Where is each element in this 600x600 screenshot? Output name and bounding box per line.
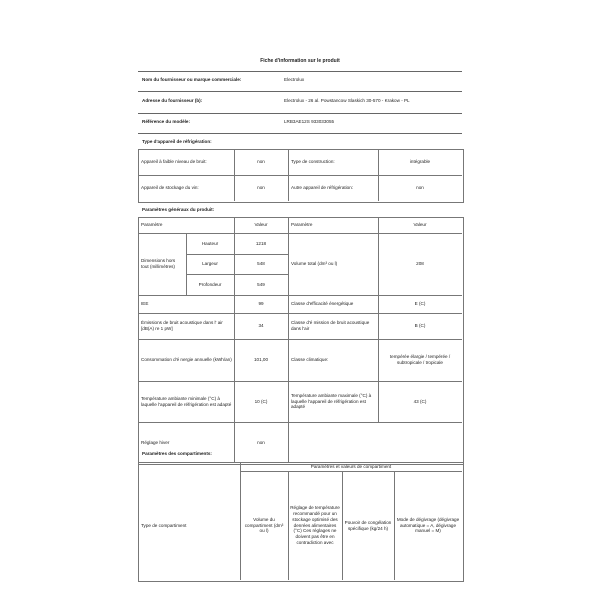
max-temp-value: 43 (C) [413,398,427,404]
noise-emission-value: 34 [258,323,264,329]
annual-consumption-label: Consommation d'é nergie annuelle (kWh/an) [141,357,232,363]
iee-value: 99 [258,301,264,307]
product-information-sheet [138,55,462,600]
construction-type-value: intégrable [409,159,431,165]
noise-emission-label: Émissions de bruit acoustique dans l' air [dB(A) re 1 pW] [141,320,223,331]
compartment-type-label: Type de compartiment [141,522,187,528]
divider [138,91,462,92]
model-label: Référence du modèle: [142,119,190,124]
compartment-group-header: Paramètres et valeurs de compartiment [310,463,392,469]
depth-label: Profondeur [198,281,222,287]
annual-consumption-value: 101,00 [253,357,269,363]
freezing-capacity-header: Pouvoir de congélation spécifique (kg/24 h) [344,519,392,531]
other-appliance-value: non [416,185,424,191]
construction-type-label: Type de construction: [291,159,335,165]
supplier-value: Electrolux [284,77,305,82]
other-appliance-label: Autre appareil de réfrigération: [291,185,354,191]
divider [138,71,462,72]
climate-class-value: tempérée élargie / tempérée / subtropicale / tropicale [389,354,451,365]
col-param-header: Paramètre [141,222,163,228]
width-label: Largeur [202,261,218,267]
dimensions-label: Dimensions hors tout (millimètres) [141,258,176,269]
col-value-header: Valeur [254,222,268,228]
col-param2-header: Paramètre [291,222,313,228]
max-temp-label: Température ambiante maximale (°C) à laquelle l'appareil de réfrigération est adapté [291,392,372,410]
col-value2-header: Valeur [413,222,427,228]
energy-class-label: Classe d'efficacité énergétique [291,301,354,307]
min-temp-value: 10 (C) [254,398,268,404]
winter-setting-value: non [257,439,265,445]
depth-value: 549 [257,281,265,287]
noise-class-value: B (C) [414,323,426,329]
noise-class-label: Classe d'é mission de bruit acoustique dans l'air [291,320,370,331]
width-value: 548 [257,261,265,267]
climate-class-label: Classe climatique: [291,357,329,363]
wine-storage-value: non [257,185,265,191]
total-volume-value: 208 [416,261,424,267]
sheet-title: Fiche d'information sur le produit [260,58,340,64]
low-noise-value: non [257,159,265,165]
general-parameters-heading: Paramètres généraux du produit: [142,207,215,212]
defrost-mode-header: Mode de dégivrage (dégivrage automatique = A, dégivrage manuel = M) [396,516,460,534]
divider [138,133,462,134]
supplier-label: Nom du fournisseur ou marque commerciale: [142,77,242,82]
compartments-heading: Paramètres des compartiments: [142,451,212,456]
address-label: Adresse du fournisseur (b): [142,98,203,103]
divider [138,113,462,114]
wine-storage-label: Appareil de stockage du vin: [141,185,199,191]
energy-class-value: E (C) [414,301,426,307]
iee-label: IEE [141,301,149,307]
recommended-temp-header: Réglage de température recommandé pour un stockage optimisé des denrées alimentaires (°C) Ces réglages ne doivent pas être en contradiction avec [290,505,340,545]
model-value: LRB3AE12S 933033055 [284,119,335,124]
compartment-volume-header: Volume du compartiment (dm³ ou l) [244,516,284,534]
winter-setting-label: Réglage hiver [141,439,170,445]
address-value: Electrolux - 26 al. Powstancow Slaskich 30-570 - Krakow - PL [284,98,410,103]
min-temp-label: Température ambiante minimale (°C) à laquelle l'appareil de réfrigération est adapté [141,395,232,407]
low-noise-label: Appareil à faible niveau de bruit: [141,159,207,165]
device-type-heading: Type d'appareil de réfrigération: [142,139,212,144]
height-label: Hauteur [201,240,219,246]
total-volume-label: Volume total (dm³ ou l) [291,261,338,267]
height-value: 1218 [255,240,267,246]
